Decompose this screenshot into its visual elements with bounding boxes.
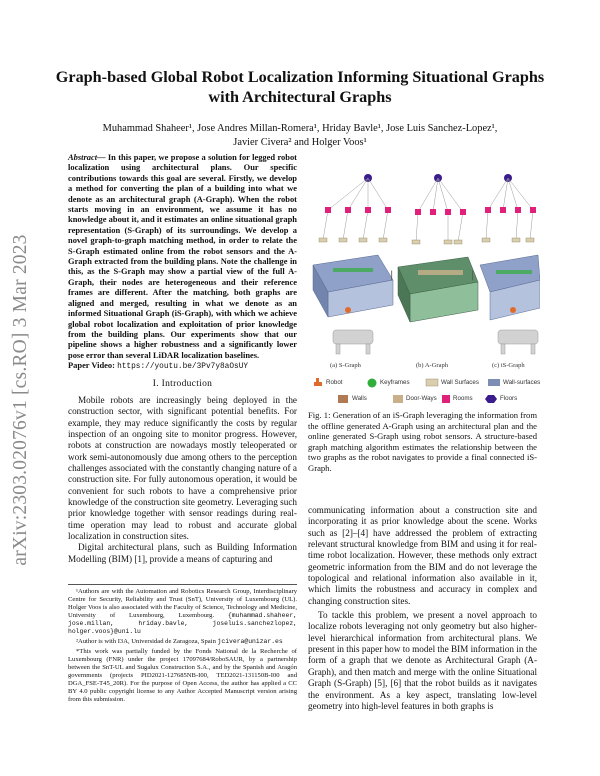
subfigure-label-b: (b) A-Graph [416, 362, 448, 369]
footnote-2-email: jcivera@unizar.es [217, 638, 283, 645]
caption-text: Generation of an iS-Graph leveraging the information from the offline generated A-Graph using an architectural plan and the online generated S-Graph using robot sensors. A structure-based graph matching algorithm estimates the relationship between the two graphs as the robot navigates to provide a final connected iS-Graph. [308, 410, 538, 473]
intro-paragraph-1: Mobile robots are increasingly being deployed in the construction sector, with significant potential benefits. For example, they may reduce significantly the costs by regular inspection of an ongoing site to monitor progress. However, robots at construction are nowadays mostly teleoperated or work semi-autonomously due among others to the perception challenges associated with the constantly changing nature of a construction site. For fully autonomous operation, it would be convenient for such robots to have a comprehensive prior knowledge of the construction site geometry. Leveraging such prior knowledge together with sensor readings during real-time operation may lead to robust and accurate global localization in construction sites. [68, 394, 297, 541]
legend-wall-surfaces: Wall Surfaces [441, 379, 479, 386]
footnote-2-text: ²Author is with I3A, Universidad de Zaragoza, Spain [76, 638, 216, 645]
author-list [40, 122, 560, 150]
video-label: Paper Video: [68, 360, 118, 371]
panel-separator-1: | [390, 270, 394, 281]
arxiv-watermark [6, 230, 36, 570]
wall-surface2-legend-icon [488, 379, 500, 386]
legend-row-1 [308, 376, 540, 390]
footnote-3: *This work was partially funded by the Fonds National de la Recherche of Luxembourg (FNR) under the project 17097684/RoboSAUR, by a partnership between the SnT-UL and Sugalux Construction S.A., and by the Spanish and Aragón governments (projects PID2021-127685NB-I00, TED2021-131150B-I00 and DGA_FSE-T45_20R). For the purpose of Open Access, the author has applied a CC BY 4.0 public copyright license to any Author Accepted Manuscript version arising from this submission. [68, 648, 297, 703]
right-paragraph-1: communicating information about a construction site and incorporating it as prior knowledge about the scene. Works such as [2]–[4] have addressed the problem of extracting relevant structural knowledge from BIM and using it for real-time robot localization. However, these methods only extract geometric information from the BIM and do not leverage the topological and relational information also available in it, which limits the robustness and accuracy in complex and changing construction sites. [308, 505, 537, 606]
robot-marker-a [345, 307, 351, 313]
footnote-1-emails: {muhammad.shaheer, jose.millan, hriday.bavle, joseluis.sanchezlopez, holger.voos}@uni.lu [68, 612, 297, 635]
floors-legend-icon [485, 395, 497, 403]
abstract-body: In this paper, we propose a solution for legged robot localization using architectural plans. Our specific contributions towards this goal are several. Firstly, we develop a method for converting the plan of a building into what we denote as an architectural graph (A-Graph). When the robot starts moving in an environment, we assume it has no knowledge about it, and it estimates an online situational graph representation (S-Graph) of its surroundings. We develop a novel graph-to-graph matching method, in order to relate the S-Graph estimated online from the robot sensors and the A-Graph extracted from the building plans. Note the challenge in this, as the S-Graph may show a partial view of the full A-Graph, their nodes are heterogeneous and their reference frames are different. After the matching, both graphs are aligned and merged, resulting in what we denote as an informed Situational Graph (iS-Graph), with which we achieve global robot localization and exploitation of prior knowledge from the building plans. Our experiments show that our pipeline shows a higher robustness and a significantly lower pose error than several LiDAR localization baselines. [68, 152, 297, 360]
left-column [68, 152, 297, 565]
intro-paragraph-2: Digital architectural plans, such as Building Information Modelling (BIM) [1], provide a means of capturing and [68, 542, 297, 564]
arxiv-id: arXiv:2303.02076v1 [cs.RO] 3 Mar 2023 [10, 234, 31, 566]
title-line-1: Graph-based Global Robot Localization Informing Situational Graphs [55, 68, 545, 86]
legend-robot: Robot [326, 379, 343, 386]
legend-floors: Floors [500, 395, 518, 402]
doorway-legend-icon [393, 395, 403, 403]
map-block-c [480, 255, 540, 320]
figure-1 [308, 170, 540, 410]
abstract [68, 152, 297, 373]
footnotes [68, 584, 297, 706]
legend-walls: Walls [352, 395, 367, 402]
robot-silhouettes [333, 330, 538, 354]
robot-marker-c [510, 307, 516, 313]
paper-title [40, 67, 560, 107]
figure-1-illustration [308, 170, 540, 410]
right-column [308, 505, 537, 712]
robot-legend-icon [314, 378, 322, 386]
abstract-lead: Abstract— [68, 152, 106, 162]
wall-surface-nodes [319, 238, 534, 244]
subfigure-label-a: (a) S-Graph [330, 362, 361, 369]
wall-surface-legend-icon [426, 379, 438, 386]
rooms-legend-icon [442, 395, 450, 403]
panel-separator-2: | [471, 270, 475, 281]
room-nodes [325, 207, 536, 215]
footnote-2 [68, 638, 297, 646]
authors-line-1: Muhammad Shaheer¹, Jose Andres Millan-Romera¹, Hriday Bavle¹, Jose Luis Sanchez-Lopez¹, [102, 123, 498, 134]
authors-line-2: Javier Civera² and Holger Voos¹ [233, 137, 367, 148]
keyframe-legend-icon [368, 379, 377, 388]
footnote-1-text: ¹Authors are with the Automation and Robotics Research Group, Interdisciplinary Centre for Security, Reliability and Trust (SnT), University of Luxembourg (UL). Holger Voos is also associated with the Faculty of Science, Technology and Medicine, University of Luxembourg, Luxembourg. [68, 588, 297, 619]
legend-rooms: Rooms [453, 395, 473, 402]
map-block-b [398, 257, 478, 322]
video-link[interactable]: https://youtu.be/3Pv7y8aOsUY [117, 363, 249, 372]
legend-row-2 [308, 392, 540, 406]
legend-doorways: Door-Ways [406, 395, 437, 402]
right-paragraph-2: To tackle this problem, we present a novel approach to localize robots leveraging not only geometry but also higher-level hierarchical information from architectural plans. We present in this paper how to model the BIM information in the form of a graph that we denote as Architectural Graph (A-Graph), and then match and merge with the online Situational Graph (S-Graph) [5], [6] that the robot builds as it navigates the environment. As a key aspect, translating low-level geometry into high-level features in both graphs is [308, 610, 537, 711]
title-line-2: with Architectural Graphs [208, 88, 392, 106]
section-heading-introduction: I. Introduction [152, 378, 213, 389]
footnote-1 [68, 588, 297, 636]
caption-label: Fig. 1: [308, 410, 333, 420]
legend-wall-surfaces-2: Wall-surfaces [503, 379, 541, 386]
map-block-a [313, 255, 393, 317]
figure-1-caption [308, 410, 537, 474]
walls-legend-icon [338, 395, 348, 403]
legend-keyframes: Keyframes [380, 379, 410, 386]
subfigure-label-c: (c) iS-Graph [492, 362, 525, 369]
